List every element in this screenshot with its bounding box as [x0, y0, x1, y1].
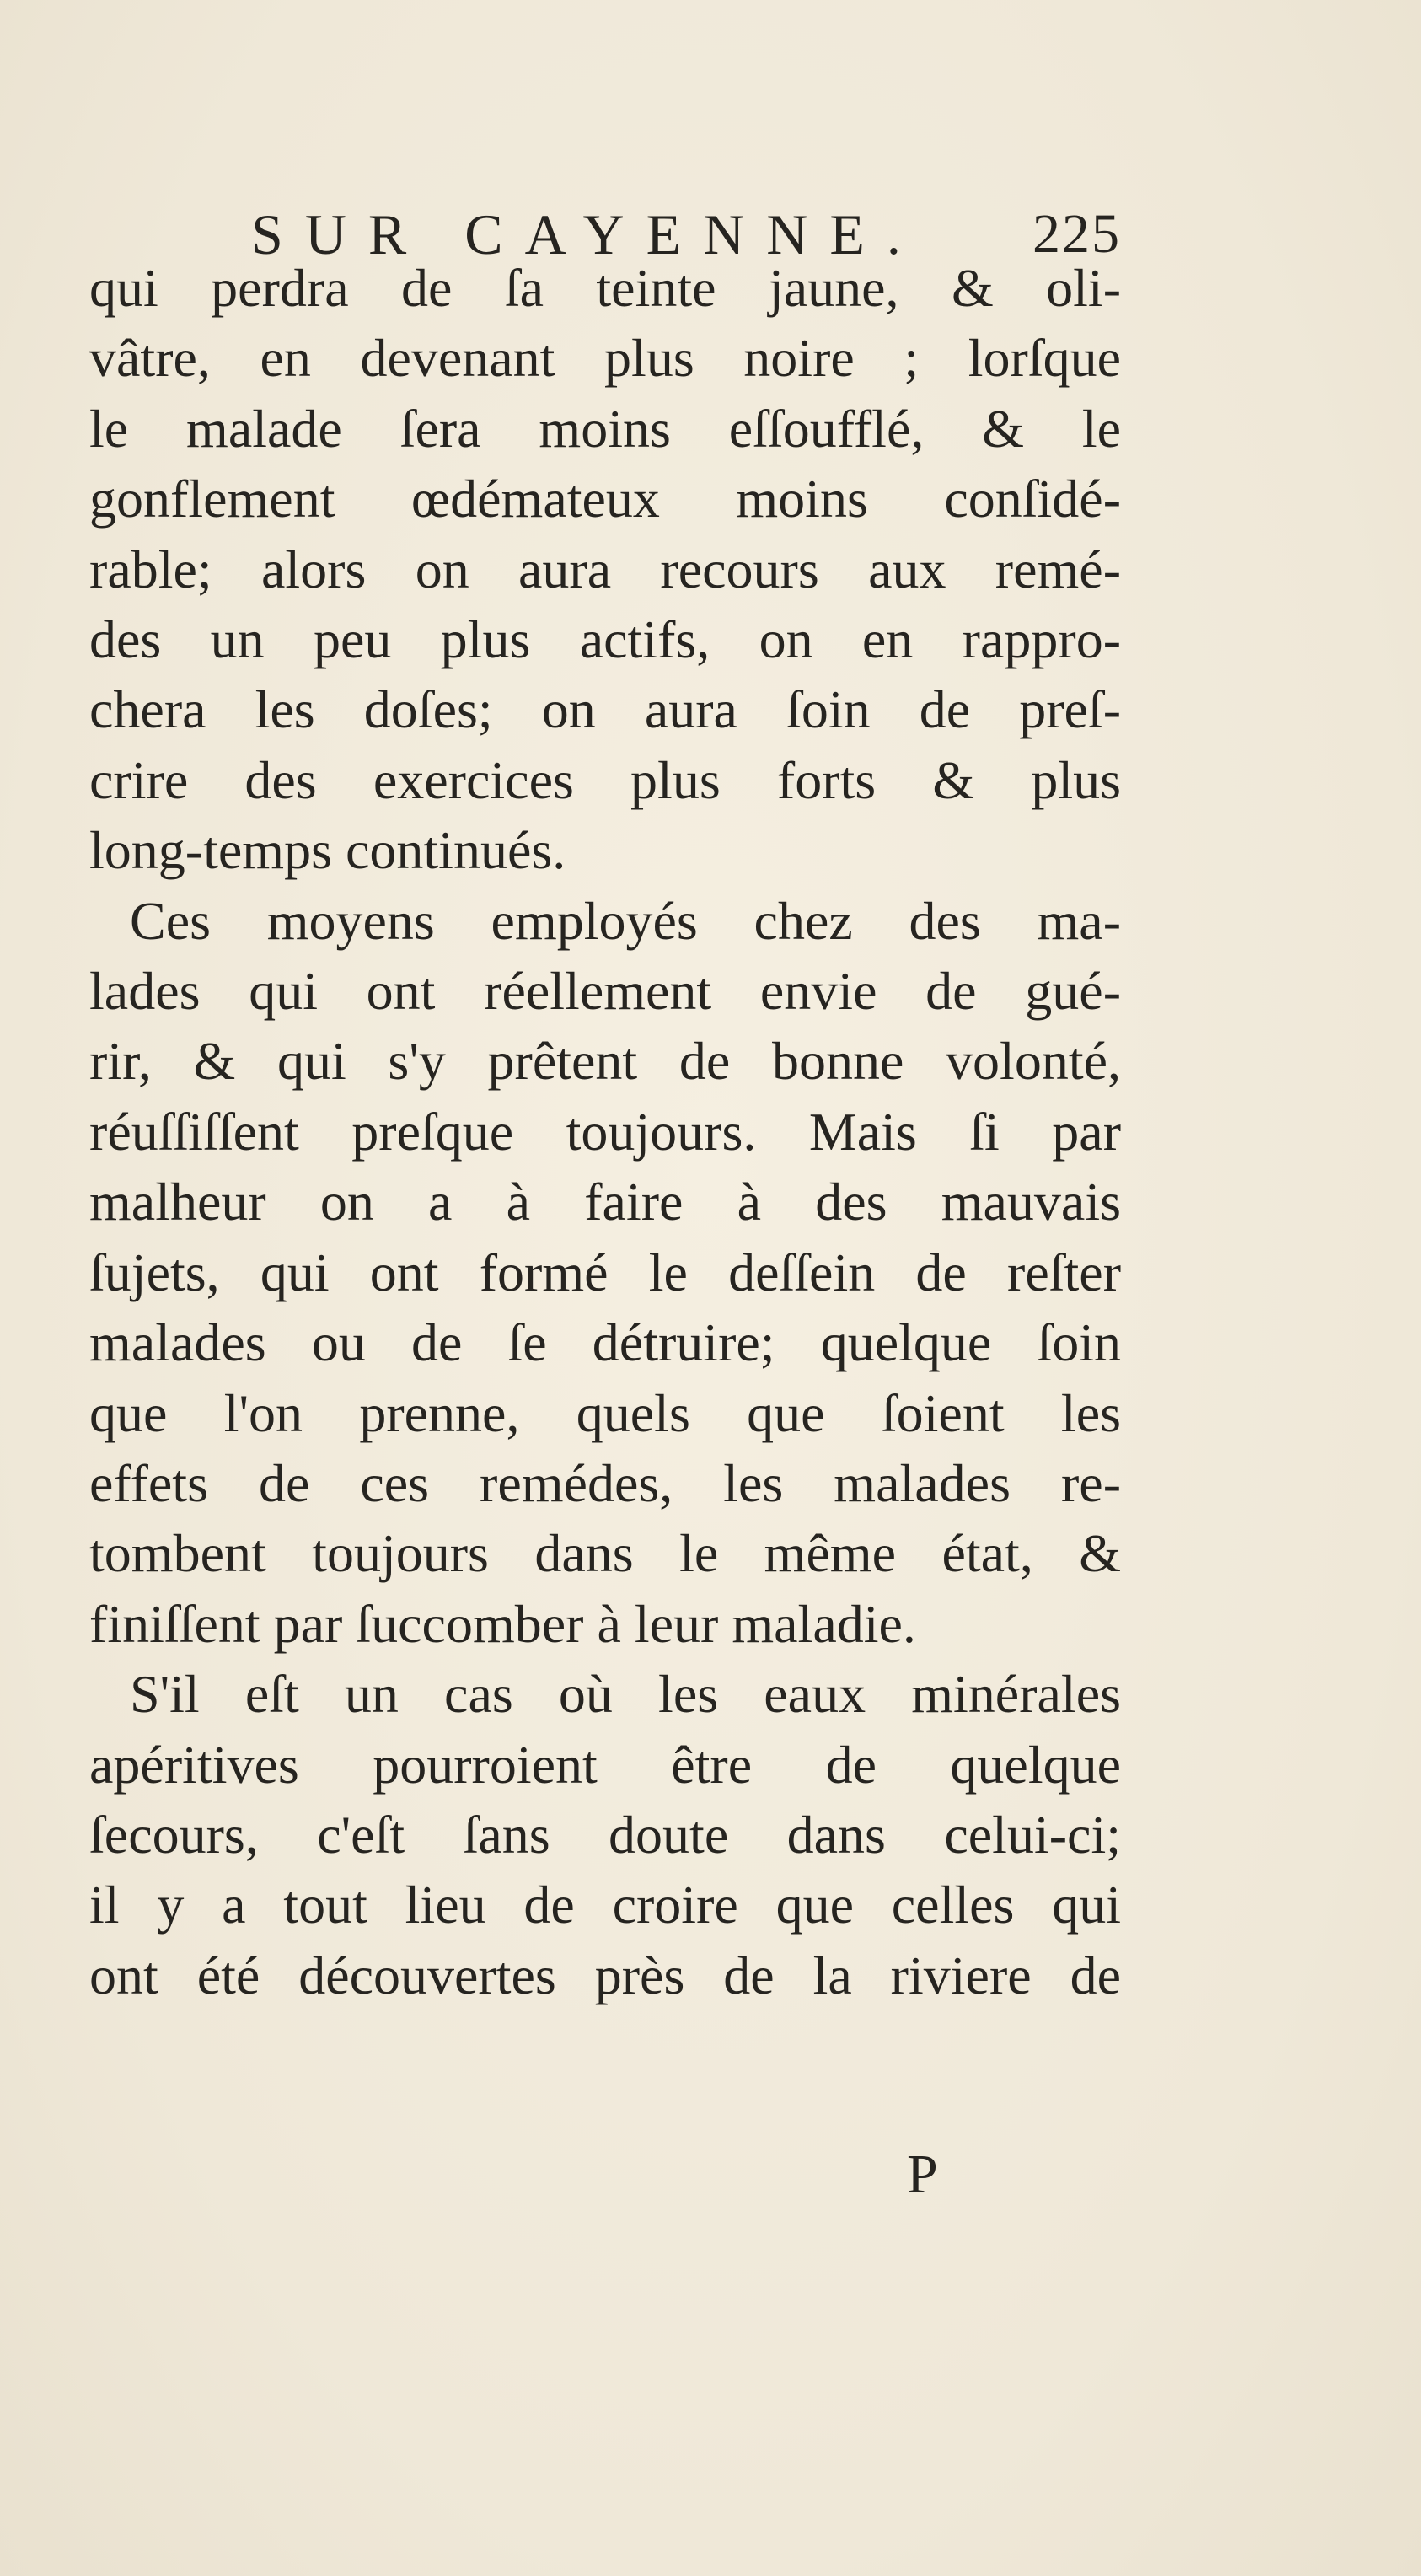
- text-line: effets de ces remédes, les malades re-: [89, 1452, 1121, 1513]
- text-line: ſecours, c'eſt ſans doute dans celui-ci;: [89, 1804, 1121, 1865]
- text-line: ſujets, qui ont formé le deſſein de reſter: [89, 1242, 1121, 1302]
- text-line: rir, & qui s'y prêtent de bonne volonté,: [89, 1031, 1121, 1092]
- text-line: rable; alors on aura recours aux remé-: [89, 539, 1121, 599]
- paragraph-3: [89, 1659, 1121, 2010]
- text-line: ont été découvertes près de la riviere de: [89, 1945, 1121, 2005]
- text-line: crire des exercices plus forts & plus: [89, 749, 1121, 810]
- text-line: apéritives pourroient être de quelque: [89, 1734, 1121, 1795]
- text-line: des un peu plus actifs, on en rappro-: [89, 609, 1121, 670]
- text-line: le malade ſera moins eſſoufflé, & le: [89, 398, 1121, 459]
- text-line: lades qui ont réellement envie de gué-: [89, 961, 1121, 1022]
- text-line: tombent toujours dans le même état, &: [89, 1523, 1121, 1584]
- text-line: chera les doſes; on aura ſoin de preſ-: [89, 679, 1121, 740]
- signature-mark: P: [907, 2144, 938, 2205]
- body-text: [89, 253, 1121, 2010]
- text-line: S'il eſt un cas où les eaux minérales: [130, 1664, 1121, 1725]
- paragraph-2: [89, 886, 1121, 1659]
- text-line: réuſſiſſent preſque toujours. Mais ſi par: [89, 1101, 1121, 1162]
- text-line: malades ou de ſe détruire; quelque ſoin: [89, 1312, 1121, 1373]
- text-line: gonflement œdémateux moins conſidé-: [89, 469, 1121, 529]
- page-number: 225: [1032, 203, 1121, 265]
- text-line: malheur on a à faire à des mauvais: [89, 1172, 1121, 1232]
- text-line: qui perdra de ſa teinte jaune, & oli-: [89, 258, 1121, 318]
- text-line: finiſſent par ſuccomber à leur maladie.: [89, 1593, 916, 1654]
- text-line: que l'on prenne, quels que ſoient les: [89, 1382, 1121, 1443]
- running-title: SUR CAYENNE.: [251, 202, 923, 266]
- paragraph-1: [89, 253, 1121, 886]
- text-line: il y a tout lieu de croire que celles qui: [89, 1875, 1121, 1935]
- text-line: vâtre, en devenant plus noire ; lorſque: [89, 328, 1121, 389]
- text-line: long-temps continués.: [89, 820, 566, 881]
- text-line: Ces moyens employés chez des ma-: [130, 890, 1121, 951]
